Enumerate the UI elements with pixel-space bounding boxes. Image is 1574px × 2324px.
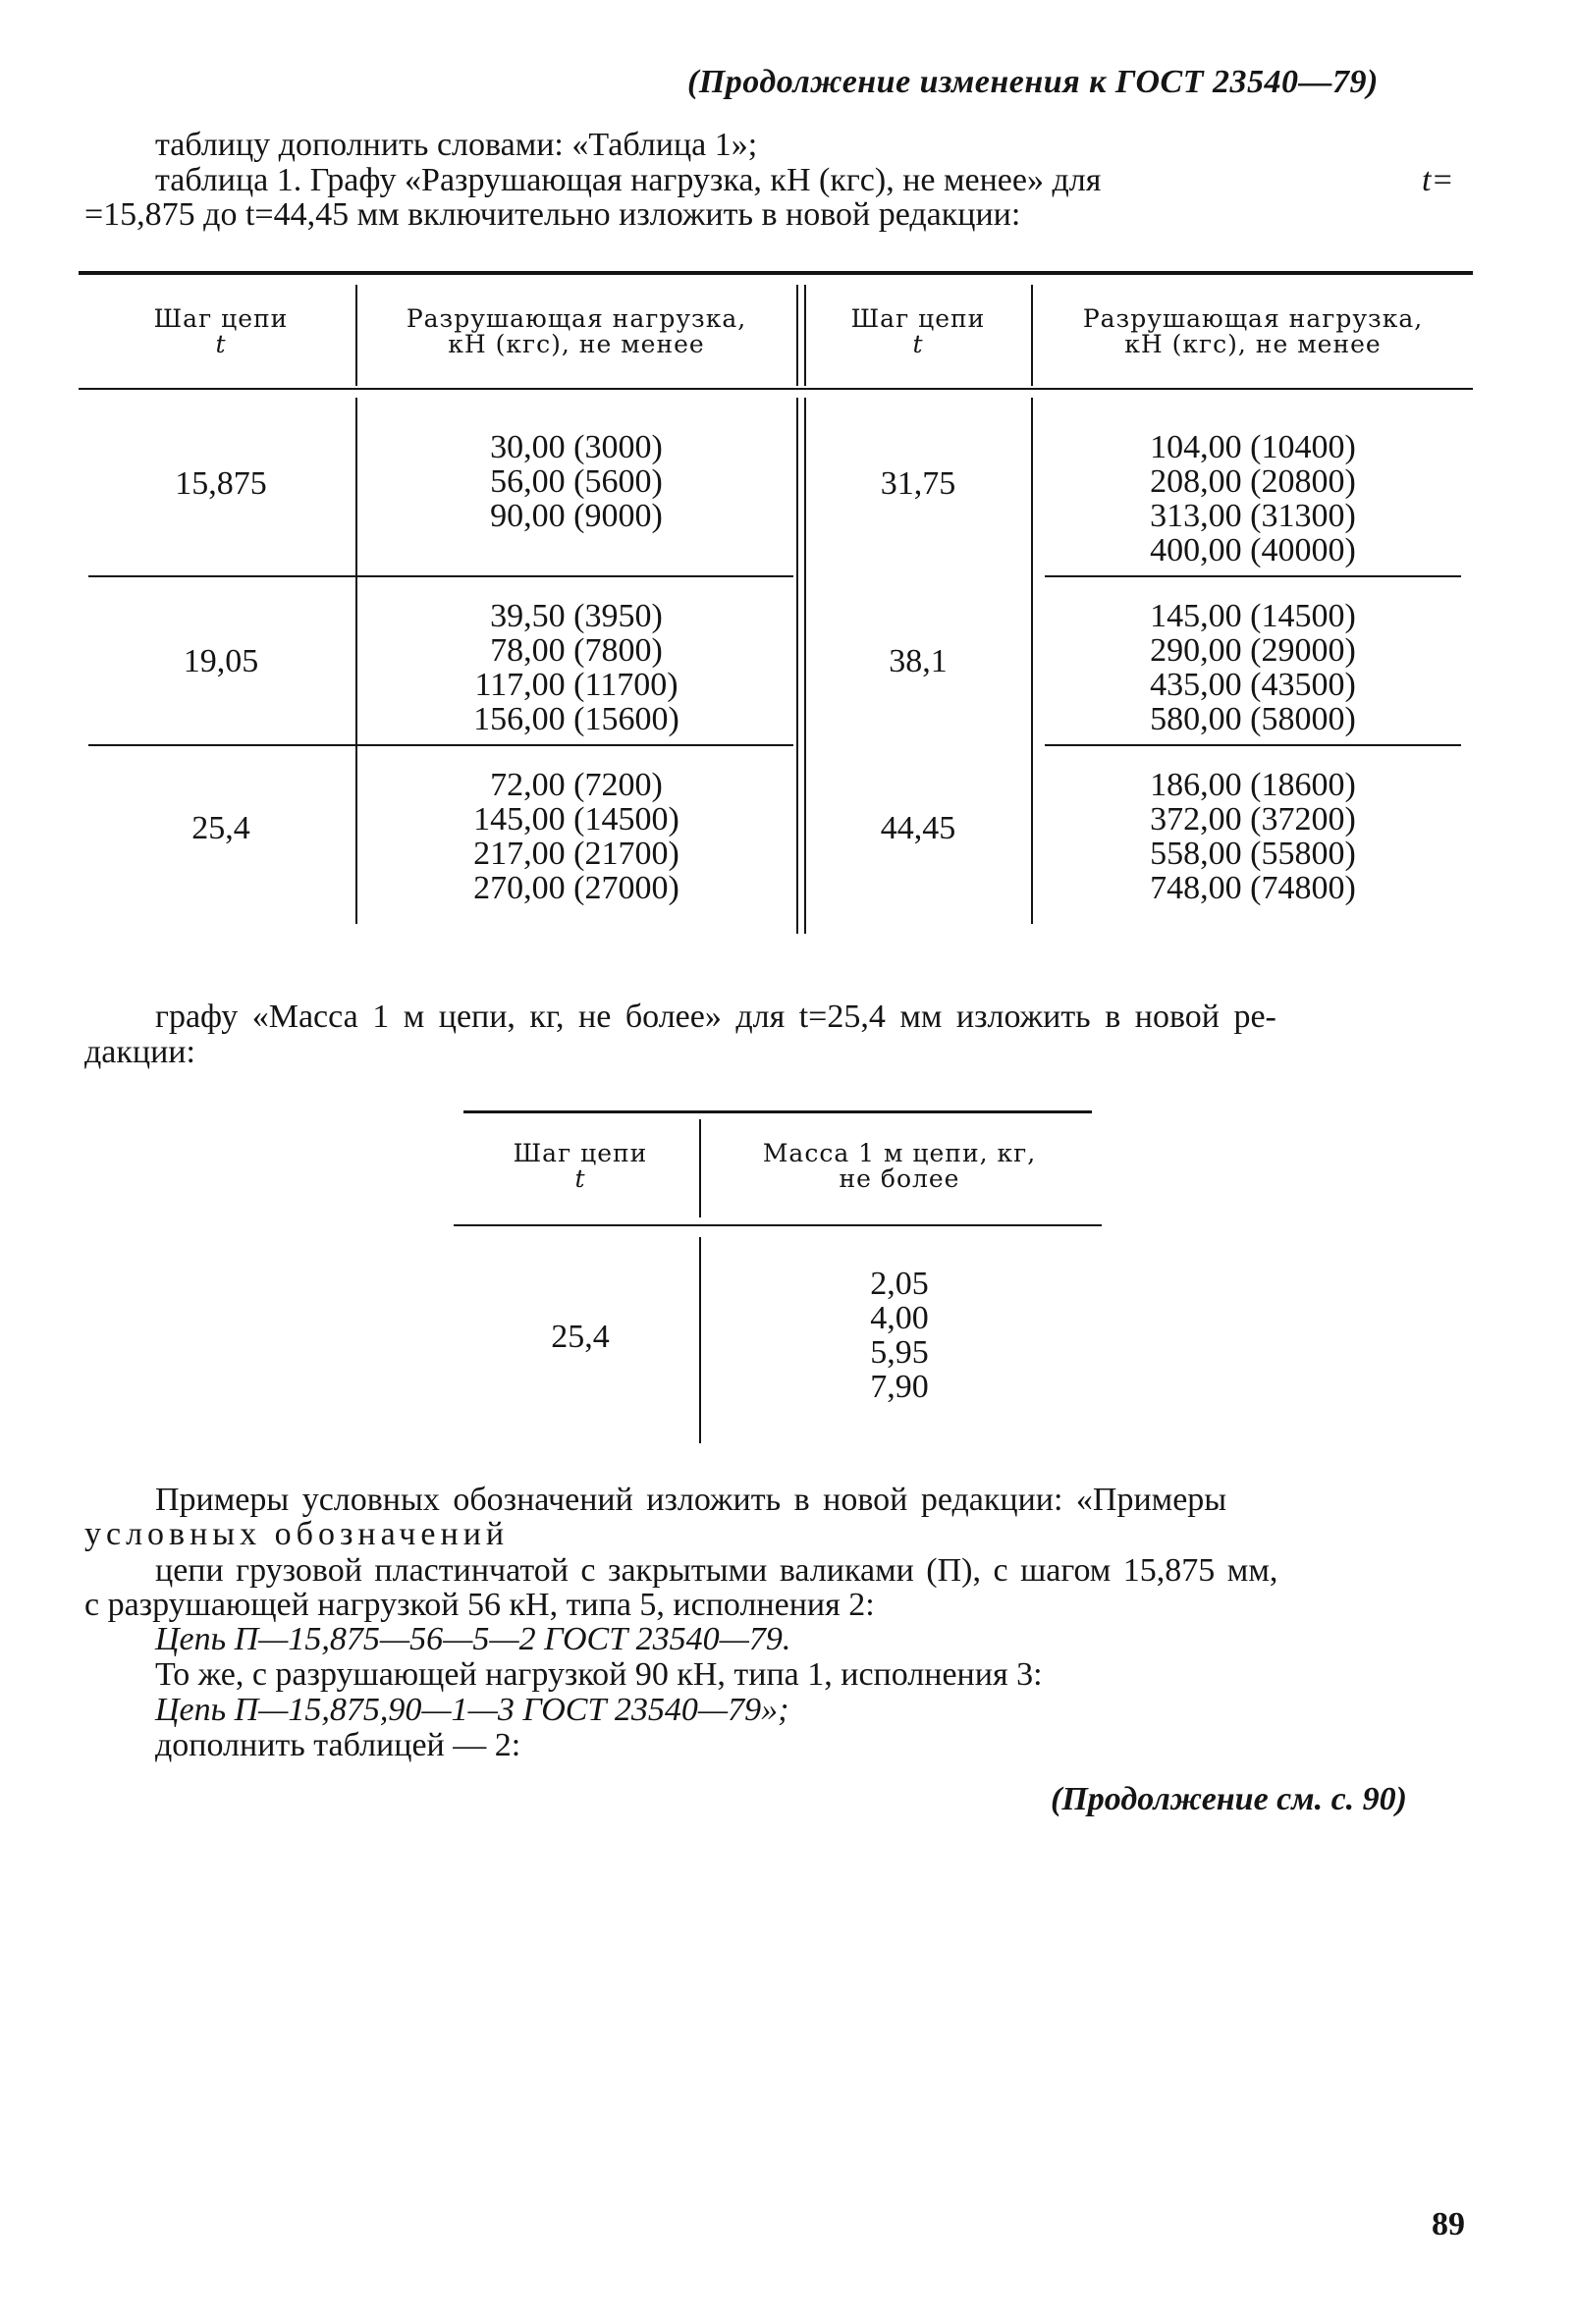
examples-line-3: цепи грузовой пластинчатой с закрытыми валиками (П), с шагом 15,875 мм, bbox=[155, 1552, 1278, 1589]
examples-line-1: Примеры условных обозначений изложить в новой редакции: «Примеры bbox=[155, 1482, 1227, 1518]
table-1-pitch: 44,45 bbox=[880, 810, 956, 846]
table-1-pitch: 38,1 bbox=[889, 643, 948, 679]
continuation-footer: (Продолжение см. с. 90) bbox=[1051, 1781, 1407, 1817]
table-1-header-load-left: Разрушающая нагрузка, кН (кгс), не менее bbox=[406, 304, 747, 358]
table-1-pitch: 25,4 bbox=[191, 810, 250, 846]
table-1-top-rule bbox=[79, 271, 1473, 275]
table-1-vline-1b bbox=[355, 398, 357, 924]
table-1-vline-3b bbox=[1031, 398, 1033, 924]
table-1-vline-1 bbox=[355, 285, 357, 386]
table-2-header-pitch: Шаг цепи t bbox=[513, 1139, 648, 1193]
table-1-row-rule-2 bbox=[88, 744, 793, 746]
table-1-row-rule-2b bbox=[1045, 744, 1461, 746]
examples-line-2: условных обозначений bbox=[84, 1516, 510, 1552]
intro-line-3: =15,875 до t=44,45 мм включительно изложить в новой редакции: bbox=[84, 196, 1021, 233]
examples-line-5: Цепь П—15,875—56—5—2 ГОСТ 23540—79. bbox=[155, 1621, 791, 1657]
examples-line-8: дополнить таблицей — 2: bbox=[155, 1727, 521, 1763]
table-1-vline-2c bbox=[796, 398, 798, 934]
continuation-header: (Продолжение изменения к ГОСТ 23540—79) bbox=[687, 64, 1379, 100]
table-1-loads: 72,00 (7200) 145,00 (14500) 217,00 (21700) 270,00 (27000) bbox=[473, 767, 679, 906]
table-2-masses: 2,05 4,00 5,95 7,90 bbox=[870, 1266, 929, 1405]
examples-line-6: То же, с разрушающей нагрузкой 90 кН, типа 1, исполнения 3: bbox=[155, 1656, 1043, 1693]
table-2-header-mass: Масса 1 м цепи, кг, не более bbox=[762, 1139, 1037, 1193]
table-1-pitch: 15,875 bbox=[175, 465, 267, 502]
table-1-header-pitch-right: Шаг цепи t bbox=[850, 304, 986, 358]
table-1-vline-2d bbox=[804, 398, 806, 934]
examples-line-4: с разрушающей нагрузкой 56 кН, типа 5, исполнения 2: bbox=[84, 1587, 875, 1623]
table-1-vline-2a bbox=[796, 285, 798, 386]
table-1-row-rule-1 bbox=[88, 575, 793, 577]
intro-line-2: таблица 1. Графу «Разрушающая нагрузка, кН (кгс), не менее» для bbox=[155, 162, 1102, 198]
table-1-loads: 145,00 (14500) 290,00 (29000) 435,00 (43500) 580,00 (58000) bbox=[1150, 598, 1356, 737]
table-2-vline bbox=[699, 1119, 701, 1217]
table-2-top-rule bbox=[463, 1110, 1092, 1113]
table-1-header-pitch-left: Шаг цепи t bbox=[153, 304, 289, 358]
table-1-vline-3 bbox=[1031, 285, 1033, 386]
table-1-pitch: 31,75 bbox=[880, 465, 956, 502]
intro-line-1: таблицу дополнить словами: «Таблица 1»; bbox=[155, 127, 758, 163]
table-2-pitch: 25,4 bbox=[551, 1319, 610, 1355]
table-2-vline-b bbox=[699, 1237, 701, 1443]
table-1-header-rule bbox=[79, 388, 1473, 390]
page-number: 89 bbox=[1432, 2206, 1465, 2243]
table-1-loads: 39,50 (3950) 78,00 (7800) 117,00 (11700) 156,00 (15600) bbox=[473, 598, 679, 737]
table-1-loads: 186,00 (18600) 372,00 (37200) 558,00 (55800) 748,00 (74800) bbox=[1150, 767, 1356, 906]
table-2-header-rule bbox=[454, 1224, 1102, 1226]
intro-line-2-t: t= bbox=[1422, 162, 1454, 198]
examples-line-7: Цепь П—15,875,90—1—3 ГОСТ 23540—79»; bbox=[155, 1692, 789, 1728]
table-1-row-rule-1b bbox=[1045, 575, 1461, 577]
mass-intro-line-2: дакции: bbox=[84, 1034, 195, 1070]
table-1-pitch: 19,05 bbox=[183, 643, 259, 679]
table-1-vline-2b bbox=[804, 285, 806, 386]
table-1-loads: 30,00 (3000) 56,00 (5600) 90,00 (9000) bbox=[490, 429, 663, 534]
table-1-loads: 104,00 (10400) 208,00 (20800) 313,00 (31300) 400,00 (40000) bbox=[1150, 429, 1356, 568]
mass-intro-line-1: графу «Масса 1 м цепи, кг, не более» для t=25,4 мм изложить в новой ре- bbox=[155, 999, 1276, 1035]
table-1-header-load-right: Разрушающая нагрузка, кН (кгс), не менее bbox=[1082, 304, 1424, 358]
